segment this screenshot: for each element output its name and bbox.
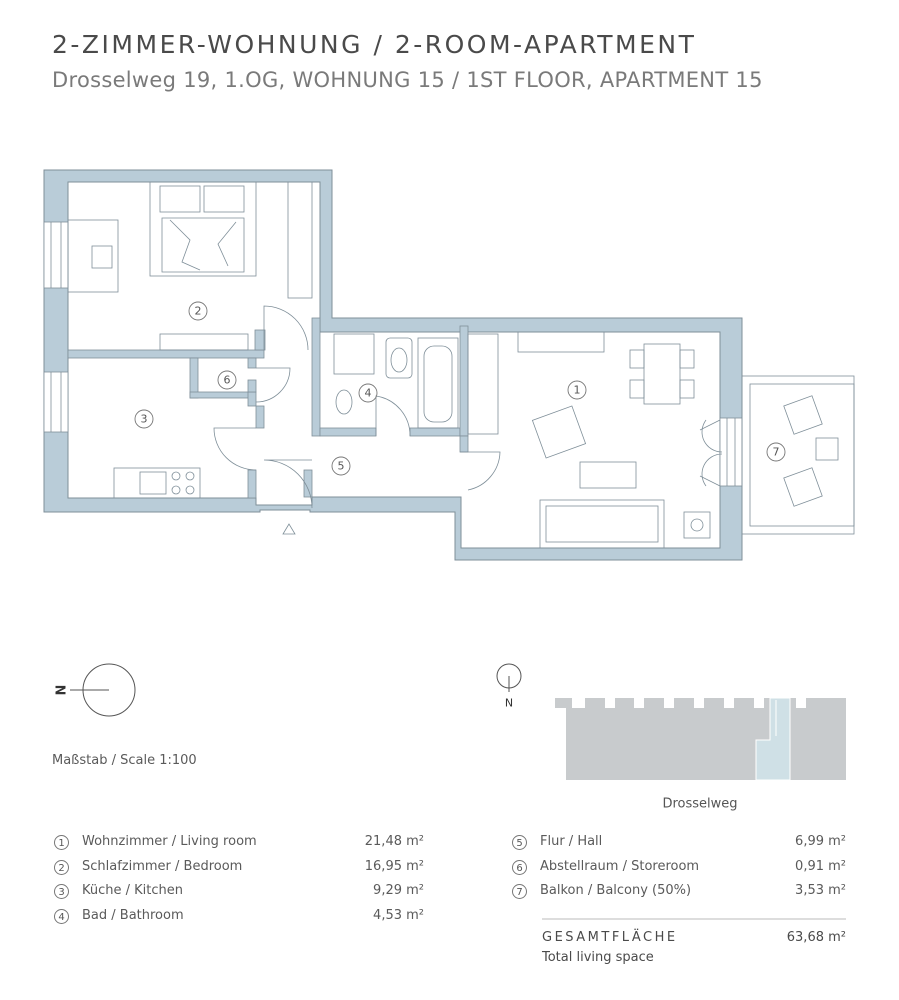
legend-row <box>54 883 424 903</box>
legend-row <box>54 908 424 928</box>
compass-north-letter: N <box>54 684 70 696</box>
scale-label: Maßstab / Scale 1:100 <box>52 753 197 768</box>
legend-number: 6 <box>512 860 527 875</box>
legend-number: 7 <box>512 884 527 899</box>
legend-row <box>54 834 424 854</box>
kitchen-furniture <box>114 468 200 498</box>
bedroom-furniture <box>68 182 312 350</box>
legend-room-name: Wohnzimmer / Living room <box>82 834 257 849</box>
legend-room-area: 3,53 m² <box>795 883 846 898</box>
room-number-7-text: 7 <box>772 445 780 459</box>
legend-row <box>512 883 846 903</box>
room-number-6-text: 6 <box>223 373 231 387</box>
bathroom-fixtures <box>334 334 458 428</box>
small-compass-letter: N <box>504 696 514 710</box>
legend-number: 4 <box>54 909 69 924</box>
legend-number: 5 <box>512 835 527 850</box>
legend-number: 3 <box>54 884 69 899</box>
legend-room-area: 21,48 m² <box>364 834 424 849</box>
legend-room-area: 9,29 m² <box>373 883 424 898</box>
legend-row <box>54 859 424 879</box>
room-number-2-text: 2 <box>194 304 202 318</box>
legend-room-area: 0,91 m² <box>795 858 846 874</box>
site-plan <box>555 698 846 780</box>
legend-row <box>512 859 846 879</box>
legend-room-name: Schlafzimmer / Bedroom <box>82 858 243 874</box>
balcony <box>742 376 854 534</box>
small-compass-icon <box>497 664 521 692</box>
legend-room-name: Balkon / Balcony (50%) <box>540 883 692 898</box>
site-street-label: Drosselweg <box>662 796 738 812</box>
interior-walls <box>68 318 468 498</box>
room-number-1-text: 1 <box>573 383 581 397</box>
balcony-furniture <box>784 396 838 506</box>
entrance-marker <box>283 524 295 534</box>
page-subtitle: Drosselweg 19, 1.OG, WOHNUNG 15 / 1ST FLOOR, APARTMENT 15 <box>52 68 763 92</box>
legend-room-name: Bad / Bathroom <box>82 907 184 923</box>
legend-room-area: 16,95 m² <box>364 858 424 874</box>
room-number-4-text: 4 <box>364 386 372 400</box>
legend-number: 2 <box>54 860 69 875</box>
page-title: 2-ZIMMER-WOHNUNG / 2-ROOM-APARTMENT <box>52 30 697 59</box>
living-furniture <box>468 332 710 548</box>
legend-room-area: 6,99 m² <box>795 834 846 849</box>
legend-room-name: Flur / Hall <box>540 834 603 849</box>
legend-room-area: 4,53 m² <box>373 907 424 923</box>
compass-icon <box>70 664 135 716</box>
total-label: GESAMTFLÄCHE <box>542 930 678 945</box>
legend-row <box>512 834 846 854</box>
outer-walls <box>44 170 742 560</box>
room-number-3-text: 3 <box>140 412 148 426</box>
total-area: 63,68 m² <box>786 930 846 945</box>
legend-room-name: Abstellraum / Storeroom <box>540 858 700 874</box>
legend-room-name: Küche / Kitchen <box>82 883 184 898</box>
room-number-5-text: 5 <box>337 459 345 473</box>
legend-number: 1 <box>54 835 69 850</box>
total-sublabel: Total living space <box>542 950 654 965</box>
